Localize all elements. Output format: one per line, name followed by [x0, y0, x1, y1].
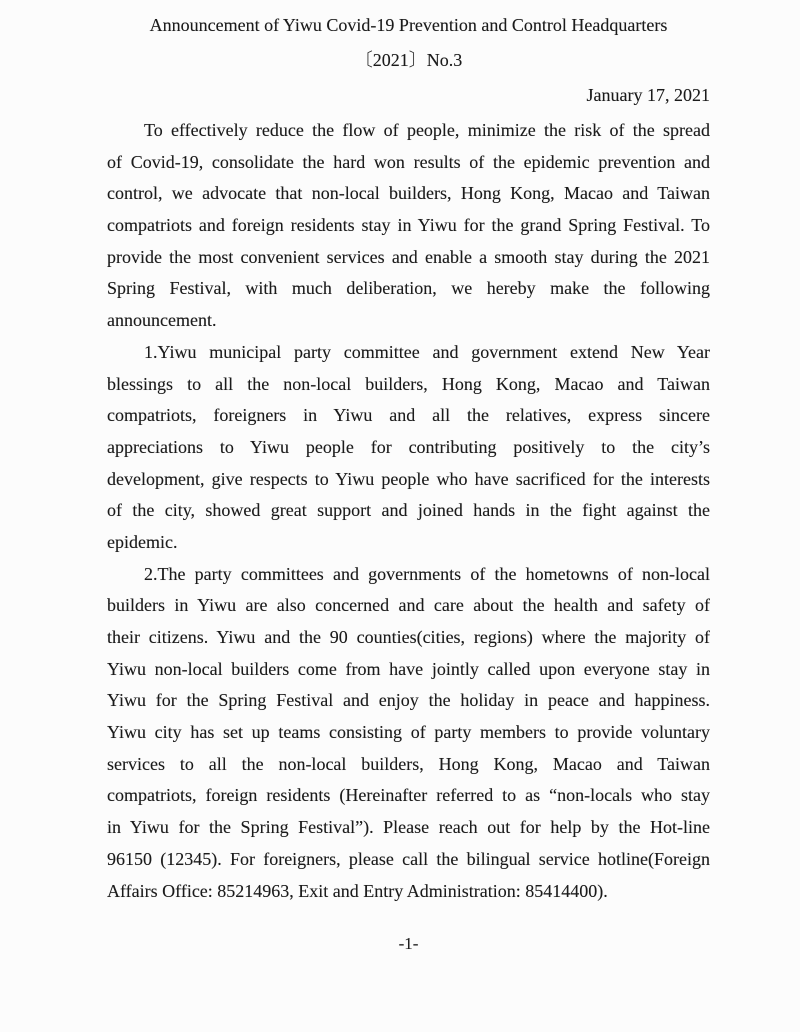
text-line: epidemic. [107, 531, 178, 552]
document-header [107, 0, 710, 113]
text-line: announcement. [107, 310, 217, 331]
text-line: 96150 (12345). For foreigners, please call the bilingual service hotline(Foreign [107, 848, 710, 869]
document-body [107, 115, 710, 907]
text-line: Spring Festival, with much deliberation, we hereby make the following [107, 278, 710, 299]
document-title: Announcement of Yiwu Covid-19 Prevention and Control Headquarters [149, 15, 668, 35]
text-line: To effectively reduce the flow of people, minimize the risk of the spread [144, 120, 710, 140]
text-line: Yiwu city has set up teams consisting of party members to provide voluntary [107, 722, 710, 743]
page-content [107, 0, 710, 955]
paragraph [107, 115, 710, 337]
text-line: compatriots, foreigners in Yiwu and all the relatives, express sincere [107, 405, 710, 426]
text-line: in Yiwu for the Spring Festival”). Please reach out for help by the Hot-line [107, 817, 710, 838]
text-line: builders in Yiwu are also concerned and care about the health and safety of [107, 595, 710, 616]
text-line: 1.Yiwu municipal party committee and government extend New Year [144, 341, 710, 362]
text-line: 2.The party committees and governments of the hometowns of non-local [144, 563, 710, 584]
page-number: -1- [398, 934, 419, 954]
text-line: blessings to all the non-local builders, Hong Kong, Macao and Taiwan [107, 373, 710, 394]
text-line: Affairs Office: 85214963, Exit and Entry Administration: 85414400). [107, 880, 608, 901]
text-line: of the city, showed great support and joined hands in the fight against the [107, 500, 710, 521]
text-line: Yiwu for the Spring Festival and enjoy the holiday in peace and happiness. [107, 690, 710, 711]
text-line: control, we advocate that non-local builders, Hong Kong, Macao and Taiwan [107, 183, 710, 204]
text-line: their citizens. Yiwu and the 90 counties(cities, regions) where the majority of [107, 627, 710, 647]
paragraph [107, 337, 710, 559]
doc-date: January 17, 2021 [586, 85, 710, 105]
doc-number: 〔2021〕No.3 [354, 50, 463, 70]
text-line: appreciations to Yiwu people for contributing positively to the city’s [107, 436, 710, 457]
text-line: of Covid-19, consolidate the hard won results of the epidemic prevention and [107, 151, 710, 172]
paragraph [107, 559, 710, 908]
text-line: development, give respects to Yiwu people who have sacrificed for the interests [107, 468, 710, 489]
text-line: services to all the non-local builders, Hong Kong, Macao and Taiwan [107, 753, 710, 774]
text-line: compatriots, foreign residents (Hereinafter referred to as “non-locals who stay [107, 785, 710, 806]
text-line: Yiwu non-local builders come from have jointly called upon everyone stay in [107, 658, 710, 679]
text-line: compatriots and foreign residents stay in Yiwu for the grand Spring Festival. To [107, 215, 710, 236]
text-line: provide the most convenient services and enable a smooth stay during the 2021 [107, 246, 710, 267]
